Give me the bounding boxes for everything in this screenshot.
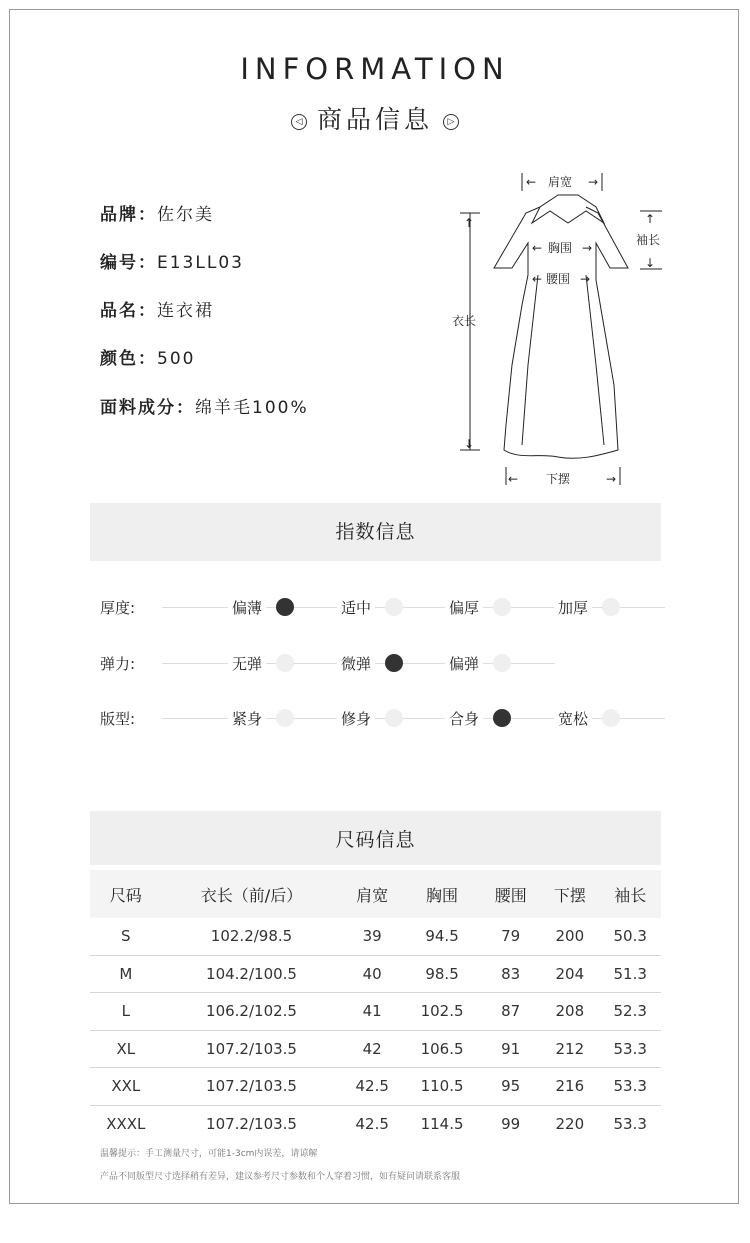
waist-label: 腰围: [546, 272, 571, 286]
brand-row: [100, 200, 214, 225]
shoulder-arrow-right: →: [588, 175, 599, 189]
size-section-title: 尺码信息: [90, 811, 661, 865]
brand-value: 佐尔美: [157, 205, 214, 225]
length-arrow-down: ↓: [464, 437, 475, 451]
table-cell: 106.2/102.5: [162, 993, 342, 1031]
shoulder-label: 肩宽: [548, 175, 573, 189]
note-line-2: 产品不同版型尺寸选择稍有差异，建议参考尺寸参数和个人穿着习惯，如有疑问请联系客服: [100, 1172, 461, 1182]
index-option-label: 偏弹: [445, 653, 483, 674]
hem-label: 下摆: [546, 472, 571, 486]
table-cell: 79: [481, 918, 540, 955]
table-cell: L: [90, 993, 162, 1031]
table-cell: 53.3: [599, 1068, 661, 1106]
table-cell: 91: [481, 1030, 540, 1068]
title-english: INFORMATION: [240, 52, 510, 86]
table-cell: 39: [341, 918, 403, 955]
table-cell: 200: [540, 918, 599, 955]
size-table-header-cell: 腰围: [481, 870, 540, 918]
name-value: 连衣裙: [157, 301, 214, 321]
table-cell: 98.5: [403, 955, 481, 993]
size-table-body: [90, 918, 661, 1142]
unselected-dot-icon: [276, 654, 294, 672]
table-cell: M: [90, 955, 162, 993]
table-cell: 104.2/100.5: [162, 955, 342, 993]
table-cell: 208: [540, 993, 599, 1031]
table-cell: 41: [341, 993, 403, 1031]
size-table-header-cell: 衣长（前/后）: [162, 870, 342, 918]
code-row: [100, 248, 244, 273]
index-row: [100, 592, 665, 622]
title-chinese: [0, 100, 750, 136]
size-table-header: [90, 870, 661, 918]
title-chinese-text: 商品信息: [316, 105, 433, 134]
table-cell: 106.5: [403, 1030, 481, 1068]
unselected-dot-icon: [493, 598, 511, 616]
index-option-label: 紧身: [228, 708, 266, 729]
fabric-value: 绵羊毛100%: [195, 398, 309, 418]
dress-inner-line-left: [522, 275, 538, 445]
index-section-title: 指数信息: [90, 503, 661, 561]
fabric-label: 面料成分：: [100, 398, 195, 418]
table-row: [90, 1105, 661, 1142]
table-row: [90, 1030, 661, 1068]
index-option-label: 合身: [445, 708, 483, 729]
table-cell: 102.5: [403, 993, 481, 1031]
sleeve-label: 袖长: [636, 233, 661, 247]
table-cell: XL: [90, 1030, 162, 1068]
code-value: E13LL03: [157, 253, 244, 273]
hem-arrow-right: →: [606, 472, 617, 486]
size-table-header-cell: 尺码: [90, 870, 162, 918]
table-cell: 107.2/103.5: [162, 1030, 342, 1068]
table-cell: 50.3: [599, 918, 661, 955]
table-cell: 107.2/103.5: [206, 1114, 297, 1133]
index-option-label: 偏厚: [445, 597, 483, 618]
table-row: [90, 1068, 661, 1106]
index-row-label: 厚度:: [100, 599, 136, 617]
selected-dot-icon: [276, 598, 294, 616]
dress-measurement-diagram: [440, 165, 690, 495]
table-cell: 52.3: [599, 993, 661, 1031]
table-cell: 42.5: [355, 1114, 389, 1133]
size-table-header-cell: 下摆: [540, 870, 599, 918]
unselected-dot-icon: [602, 598, 620, 616]
table-row: [90, 918, 661, 955]
note-line-1: 温馨提示：手工测量尺寸，可能1-3cm内误差，请谅解: [100, 1149, 318, 1159]
waist-arrow-right: →: [580, 272, 591, 286]
name-row: [100, 296, 214, 321]
table-row: [90, 955, 661, 993]
table-cell: 114.5: [420, 1114, 464, 1133]
unselected-dot-icon: [602, 709, 620, 727]
fabric-row: [100, 393, 309, 418]
waist-arrow-left: ←: [532, 272, 543, 286]
size-table-header-cell: 胸围: [403, 870, 481, 918]
table-cell: 94.5: [403, 918, 481, 955]
table-cell: 40: [341, 955, 403, 993]
table-cell: 99: [501, 1114, 521, 1133]
index-option-label: 修身: [337, 708, 375, 729]
selected-dot-icon: [493, 709, 511, 727]
table-cell: 83: [481, 955, 540, 993]
index-option-label: 偏薄: [228, 597, 266, 618]
table-cell: 53.3: [599, 1030, 661, 1068]
color-row: [100, 344, 195, 369]
sleeve-arrow-down: ↓: [645, 256, 656, 270]
length-arrow-up: ↑: [464, 216, 475, 230]
table-row: [90, 993, 661, 1031]
code-label: 编号：: [100, 253, 157, 273]
unselected-dot-icon: [493, 654, 511, 672]
unselected-dot-icon: [276, 709, 294, 727]
size-table-header-cell: 肩宽: [341, 870, 403, 918]
table-cell: 107.2/103.5: [162, 1068, 342, 1106]
table-cell: XXL: [90, 1068, 162, 1106]
chest-arrow-right: →: [582, 241, 593, 255]
right-arrow-icon: ▷: [443, 114, 459, 130]
table-cell: 204: [540, 955, 599, 993]
sleeve-arrow-up: ↑: [645, 212, 656, 226]
dress-inner-line-right: [586, 275, 604, 445]
unselected-dot-icon: [385, 709, 403, 727]
table-cell: 212: [540, 1030, 599, 1068]
size-table: [90, 870, 661, 1142]
index-row: [100, 648, 665, 678]
index-row-label: 版型:: [100, 710, 136, 728]
selected-dot-icon: [385, 654, 403, 672]
unselected-dot-icon: [385, 598, 403, 616]
size-table-header-cell: 袖长: [599, 870, 661, 918]
table-cell: 42: [341, 1030, 403, 1068]
table-cell: 95: [481, 1068, 540, 1106]
table-cell: 110.5: [403, 1068, 481, 1106]
table-cell: 53.3: [613, 1114, 647, 1133]
dress-outline: [532, 195, 604, 223]
table-cell: 216: [540, 1068, 599, 1106]
index-option-label: 加厚: [554, 597, 592, 618]
index-option-label: 适中: [337, 597, 375, 618]
chest-arrow-left: ←: [532, 241, 543, 255]
index-option-label: 无弹: [228, 653, 266, 674]
index-option-label: 宽松: [554, 708, 592, 729]
hem-arrow-left: ←: [508, 472, 519, 486]
index-row: [100, 703, 665, 733]
shoulder-arrows: ←: [526, 175, 537, 189]
left-arrow-icon: ◁: [291, 114, 307, 130]
color-label: 颜色：: [100, 349, 157, 369]
table-cell: 220: [555, 1114, 585, 1133]
table-cell: 51.3: [599, 955, 661, 993]
table-cell: 102.2/98.5: [162, 918, 342, 955]
index-option-label: 微弹: [337, 653, 375, 674]
name-label: 品名：: [100, 301, 157, 321]
table-cell: S: [90, 918, 162, 955]
brand-label: 品牌：: [100, 205, 157, 225]
color-value: 500: [157, 349, 196, 369]
table-cell: XXXL: [106, 1114, 146, 1133]
table-cell: 42.5: [341, 1068, 403, 1106]
index-row-label: 弹力:: [100, 655, 136, 673]
table-cell: 87: [481, 993, 540, 1031]
length-label: 衣长: [452, 314, 477, 328]
chest-label: 胸围: [548, 241, 573, 255]
